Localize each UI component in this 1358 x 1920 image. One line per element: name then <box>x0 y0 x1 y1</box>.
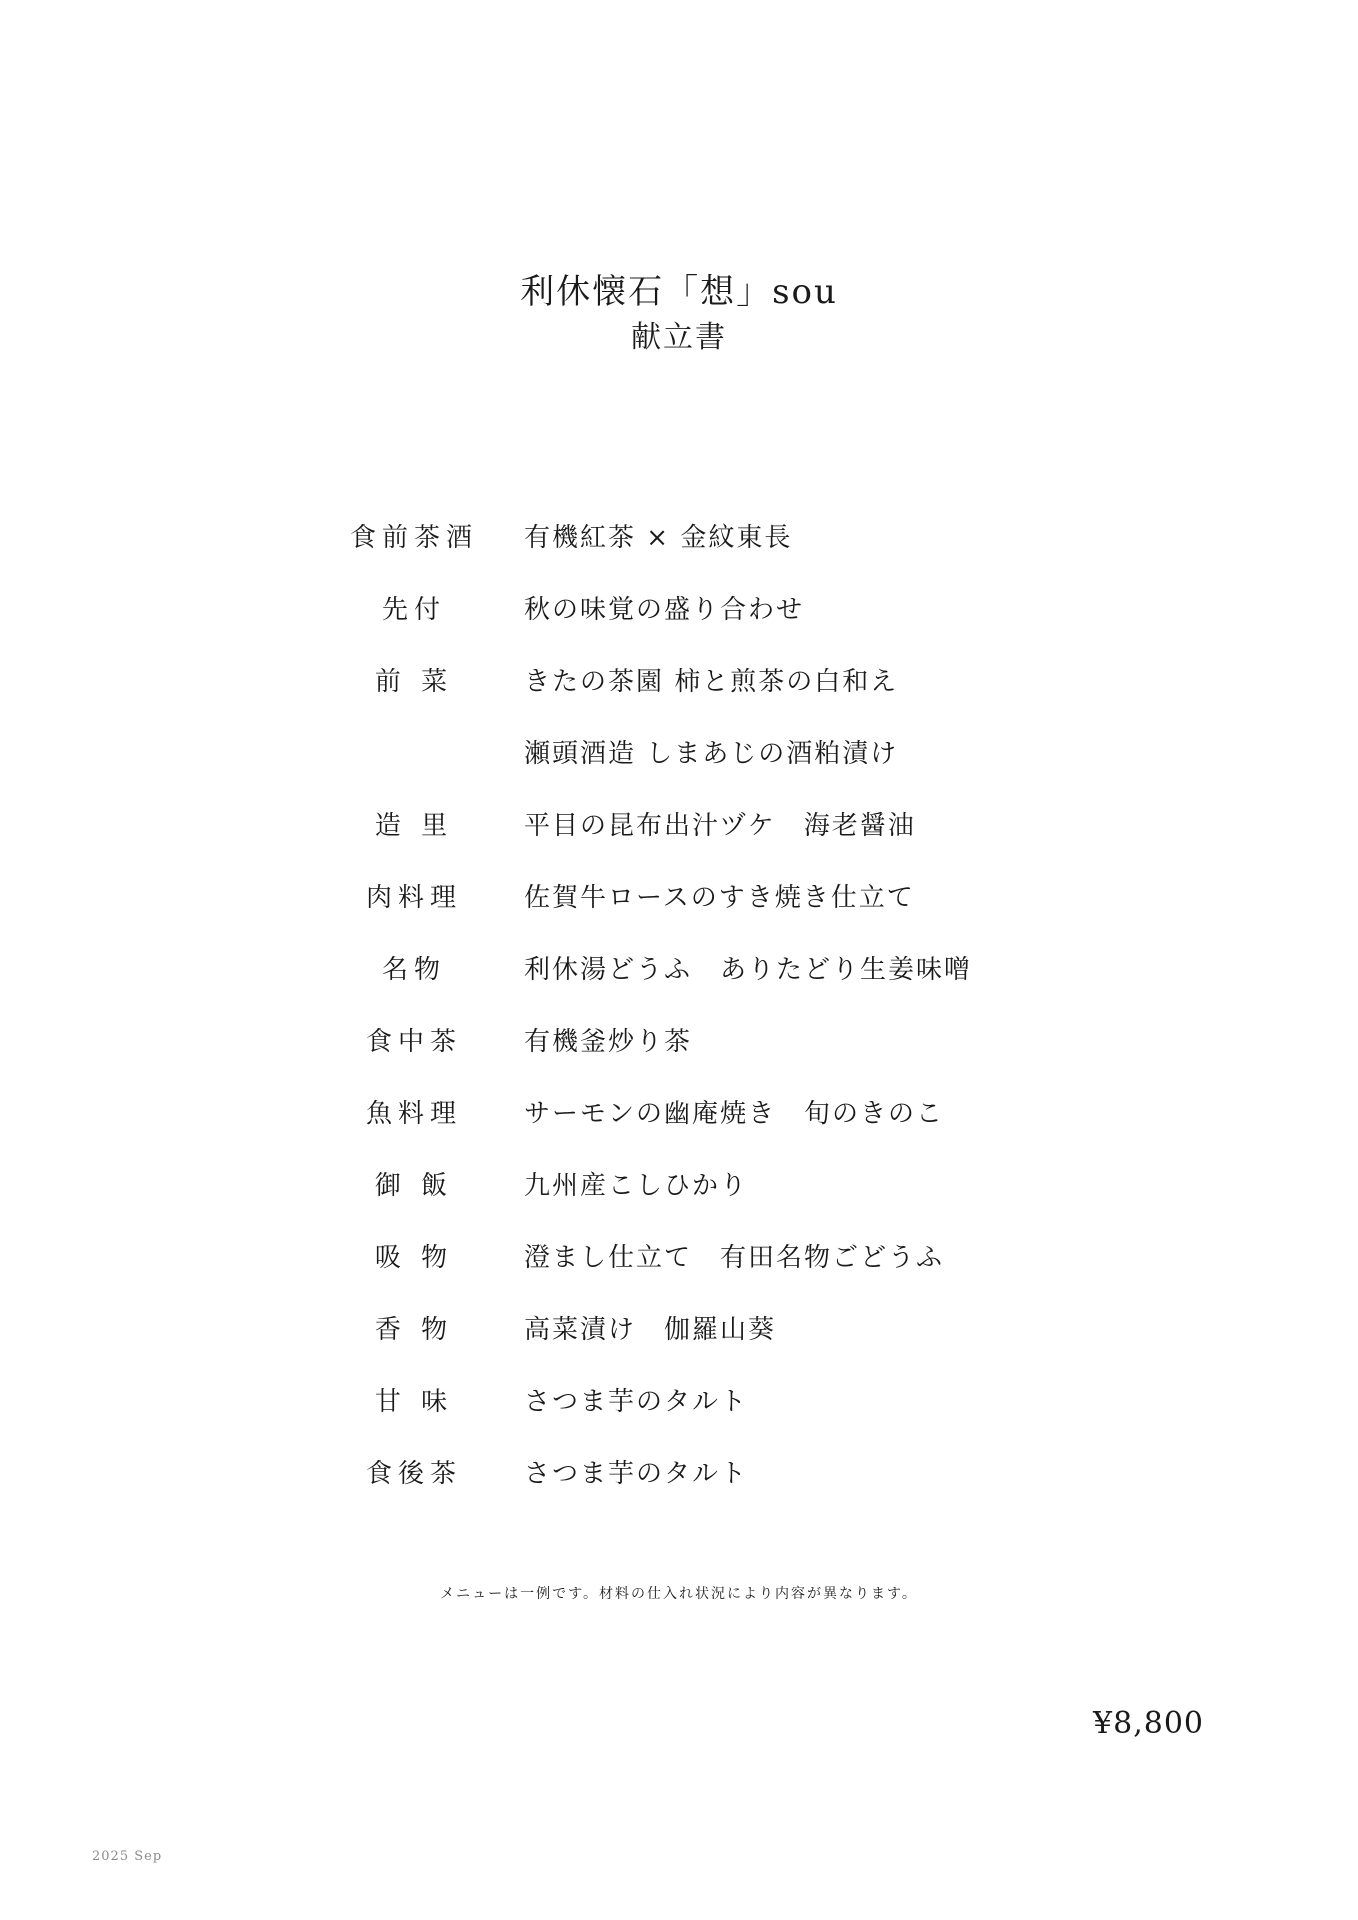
course-dish: 有機釜炒り茶 <box>524 1027 693 1057</box>
course-dish: 有機紅茶 × 金紋東長 <box>524 523 793 553</box>
course-row <box>350 1238 1110 1310</box>
page-title: 利休懐石「想」sou <box>520 272 838 312</box>
menu-disclaimer: メニューは一例です。材料の仕入れ状況により内容が異なります。 <box>440 1586 918 1602</box>
course-name: 食中茶 <box>365 1027 462 1057</box>
course-dish: 佐賀牛ロースのすき焼き仕立て <box>524 883 915 913</box>
course-row <box>350 878 1110 950</box>
course-row <box>350 1166 1110 1238</box>
course-name: 吸 物 <box>374 1243 454 1273</box>
course-dish: きたの茶園 柿と煎茶の白和え <box>524 667 899 697</box>
course-row <box>350 734 1110 806</box>
course-row <box>350 662 1110 734</box>
course-row <box>350 950 1110 1022</box>
course-dish: 澄まし仕立て 有田名物ごどうふ <box>524 1243 945 1273</box>
course-name: 魚料理 <box>365 1099 462 1129</box>
course-dish: 瀬頭酒造 しまあじの酒粕漬け <box>524 739 899 769</box>
course-name: 名物 <box>381 955 446 985</box>
course-row <box>350 1310 1110 1382</box>
menu-date: 2025 Sep <box>92 1849 163 1864</box>
course-name: 香 物 <box>374 1315 454 1345</box>
course-price: ¥8,800 <box>1093 1706 1204 1741</box>
course-row <box>350 518 1110 590</box>
course-dish: 利休湯どうふ ありたどり生姜味噌 <box>524 955 973 985</box>
course-dish: さつま芋のタルト <box>524 1459 749 1489</box>
course-name: 甘 味 <box>374 1387 454 1417</box>
course-name: 前 菜 <box>374 667 454 697</box>
course-row <box>350 1382 1110 1454</box>
course-dish: 九州産こしひかり <box>524 1171 749 1201</box>
course-dish: 平目の昆布出汁ヅケ 海老醤油 <box>524 811 916 841</box>
course-row <box>350 806 1110 878</box>
course-name: 肉料理 <box>365 883 462 913</box>
page-subtitle: 献立書 <box>631 320 727 355</box>
course-dish: サーモンの幽庵焼き 旬のきのこ <box>524 1099 945 1129</box>
course-row <box>350 1022 1110 1094</box>
course-row <box>350 590 1110 662</box>
course-row <box>350 1454 1110 1526</box>
course-name: 御 飯 <box>374 1171 454 1201</box>
course-dish: さつま芋のタルト <box>524 1387 749 1417</box>
course-row <box>350 1094 1110 1166</box>
course-list <box>350 518 1110 1526</box>
course-name: 先付 <box>381 595 446 625</box>
course-name: 造 里 <box>374 811 454 841</box>
course-dish: 秋の味覚の盛り合わせ <box>524 595 805 625</box>
course-name: 食後茶 <box>365 1459 462 1489</box>
course-name: 食前茶酒 <box>350 523 479 553</box>
course-dish: 高菜漬け 伽羅山葵 <box>524 1315 777 1345</box>
